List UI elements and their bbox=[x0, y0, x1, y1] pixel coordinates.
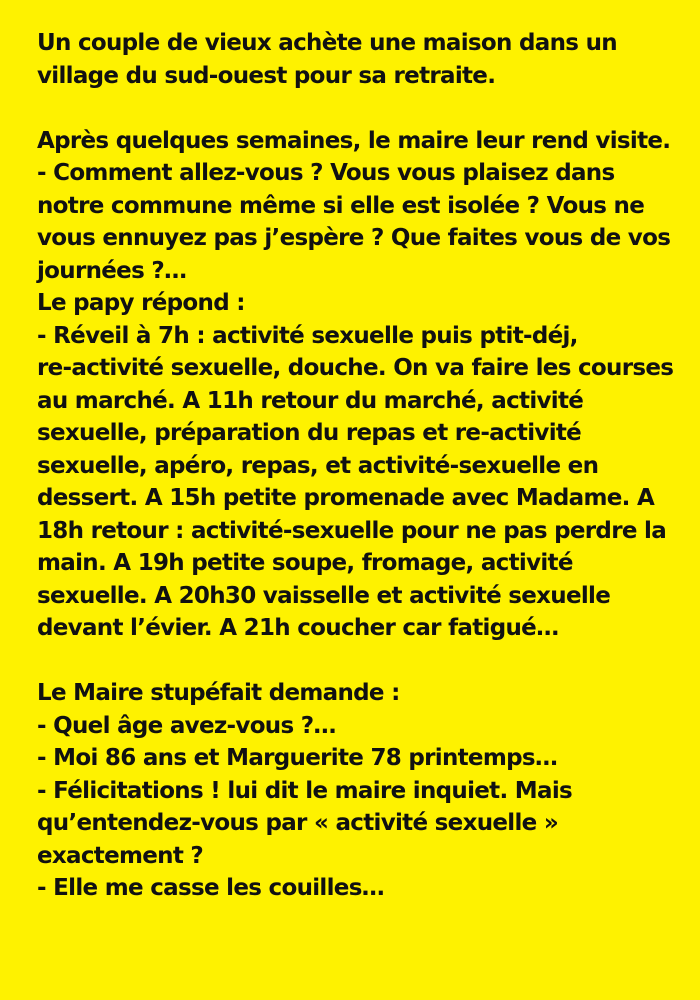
text-line: exactement ? bbox=[37, 842, 204, 869]
text-line: Le papy répond : bbox=[37, 290, 245, 316]
punchline-paragraph bbox=[37, 677, 680, 905]
dialogue-paragraph bbox=[37, 125, 680, 645]
paragraph-spacer bbox=[37, 645, 680, 678]
text-line: - Réveil à 7h : activité sexuelle puis ptit-déj, bbox=[37, 322, 578, 349]
text-line: Après quelques semaines, le maire leur rend visite. bbox=[37, 127, 671, 154]
text-line: 18h retour : activité-sexuelle pour ne pas perdre la bbox=[37, 517, 667, 544]
text-line: main. A 19h petite soupe, fromage, activité bbox=[37, 550, 573, 576]
text-line: notre commune même si elle est isolée ? Vous ne bbox=[37, 192, 645, 219]
text-line: Le Maire stupéfait demande : bbox=[37, 680, 400, 706]
text-line: dessert. A 15h petite promenade avec Madame. A bbox=[37, 485, 655, 511]
text-line: journées ?… bbox=[37, 257, 187, 284]
text-line: sexuelle, apéro, repas, et activité-sexuelle en bbox=[37, 452, 599, 479]
intro-paragraph bbox=[37, 27, 680, 92]
text-line: au marché. A 11h retour du marché, activité bbox=[37, 387, 584, 414]
text-line: - Elle me casse les couilles… bbox=[37, 875, 384, 901]
text-line: qu’entendez-vous par « activité sexuelle » bbox=[37, 810, 559, 836]
text-line: Un couple de vieux achète une maison dans un bbox=[37, 30, 617, 56]
text-line: - Quel âge avez-vous ?… bbox=[37, 712, 336, 739]
text-line: - Comment allez-vous ? Vous vous plaisez dans bbox=[37, 160, 615, 186]
text-line: vous ennuyez pas j’espère ? Que faites vous de vos bbox=[37, 225, 671, 251]
text-line: re-activité sexuelle, douche. On va faire les courses bbox=[37, 355, 674, 381]
text-line: sexuelle. A 20h30 vaisselle et activité sexuelle bbox=[37, 582, 611, 609]
text-line: - Moi 86 ans et Marguerite 78 printemps… bbox=[37, 745, 558, 771]
text-line: village du sud-ouest pour sa retraite. bbox=[37, 62, 496, 89]
paragraph-spacer bbox=[37, 92, 680, 125]
text-line: devant l’évier. A 21h coucher car fatigué… bbox=[37, 615, 559, 641]
text-line: - Félicitations ! lui dit le maire inquiet. Mais bbox=[37, 777, 572, 804]
text-line: sexuelle, préparation du repas et re-activité bbox=[37, 420, 582, 446]
